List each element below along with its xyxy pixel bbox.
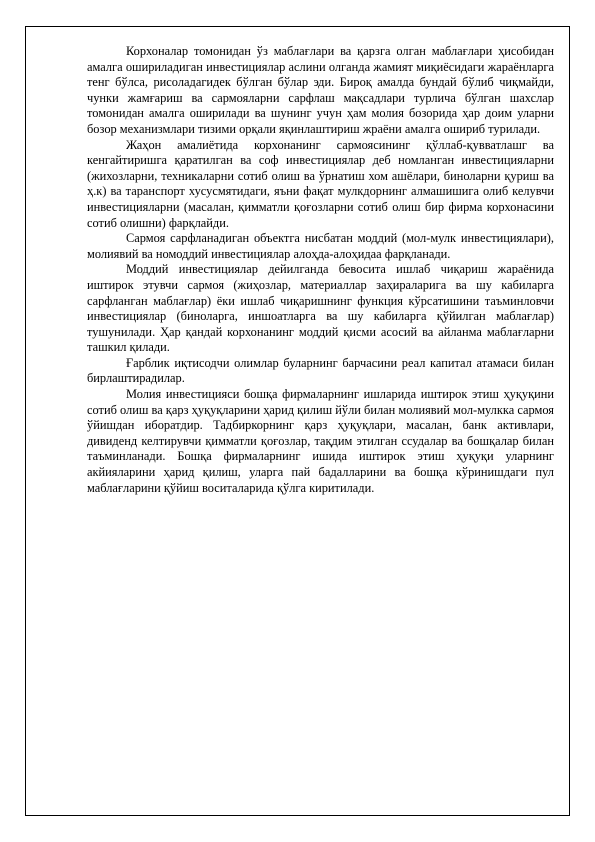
paragraph: Сармоя сарфланадиган объектга нисбатан моддий (мол-мулк инвестициялари), молиявий ва номоддий инвестициялар алоҳда-алоҳидаа фарқланади. [87,231,554,261]
paragraph: Ғарблик иқтисодчи олимлар буларнинг барчасини реал капитал атамаси билан бирлаштирадилар. [87,355,554,386]
paragraph: Жаҳон амалиётида корхонанинг сармоясининг қўллаб-қувватлашг ва кенгайтиришга қаратилган ва соф инвестициялар деб номланган инвестицияларни (жихозларни, техникаларни сотиб олиш ва ўрнатиш хом ашёлари, биноларни қуриш ва ҳ.к) ва таранспорт хусусмятидаги, яъни фақат мулкдорнинг алмашишига олиб келувчи инвестицияларни (масалан, қимматли қоғозларни сотиб олиш бир фирма корхонасини сотиб олишни) фарқлайди. [87,137,554,230]
paragraph: Моддий инвестициялар дейилганда бевосита ишлаб чиқариш жараёнида иштирок этувчи сармоя (жиҳозлар, материаллар заҳираларига ва шу кабиларга сарфланган маблағлар) ёки ишлаб чиқаришнинг функция кўрсатишини таъминловчи инвестициялар (биноларга, иншоатларга ва шу кабиларга қўйилган маблағлар) тушунилади. Ҳар қандай корхонанинг моддий қисми асосий ва айланма маблағларни ташкил қилади. [87,262,554,355]
paragraph: Молия инвестицияси бошқа фирмаларнинг ишларида иштирок этиш ҳуқуқини сотиб олиш ва қарз ҳуқуқларини ҳарид қилиш йўли билан молиявий мол-мулкка сармоя ўйишдан иборатдир. Тадбиркорнинг қарз ҳуқуқлари, масалан, банк активлари, дивиденд келтирувчи қимматли қоғозлар, тақдим этилган ссудалар ва бошқалар билан таъминланади. Бошқа фирмаларнинг ишида иштирок этиш ҳуқуқи уларнинг акйияларини ҳарид қилиш, уларга пай бадалларини ва бошқа кўринишдаги пул маблағларини қўйиш воситаларида қўлга киритилади. [87,387,554,495]
document-body [87,44,554,496]
paragraph: Корхоналар томонидан ўз маблағлари ва қарзга олган маблағлари ҳисобидан амалга ошириладиган инвестициялар аслини олганда жамият миқиёсидаги жараёнларга тенг бўлса, рисоладагидек бўлган бўлар эди. Бироқ амалда бундай бўлиб чиқмайди, чунки жамғариш ва сармояларни сарфлаш мақсадлари турлича бўлган шахслар томонидан амалга оширилади ва шунинг учун ҳам молия бозорида ҳар доим уларни бозор механизмлари тизими орқали яқинлаштириш жраёни амалга ошириб турилади. [87,44,554,136]
